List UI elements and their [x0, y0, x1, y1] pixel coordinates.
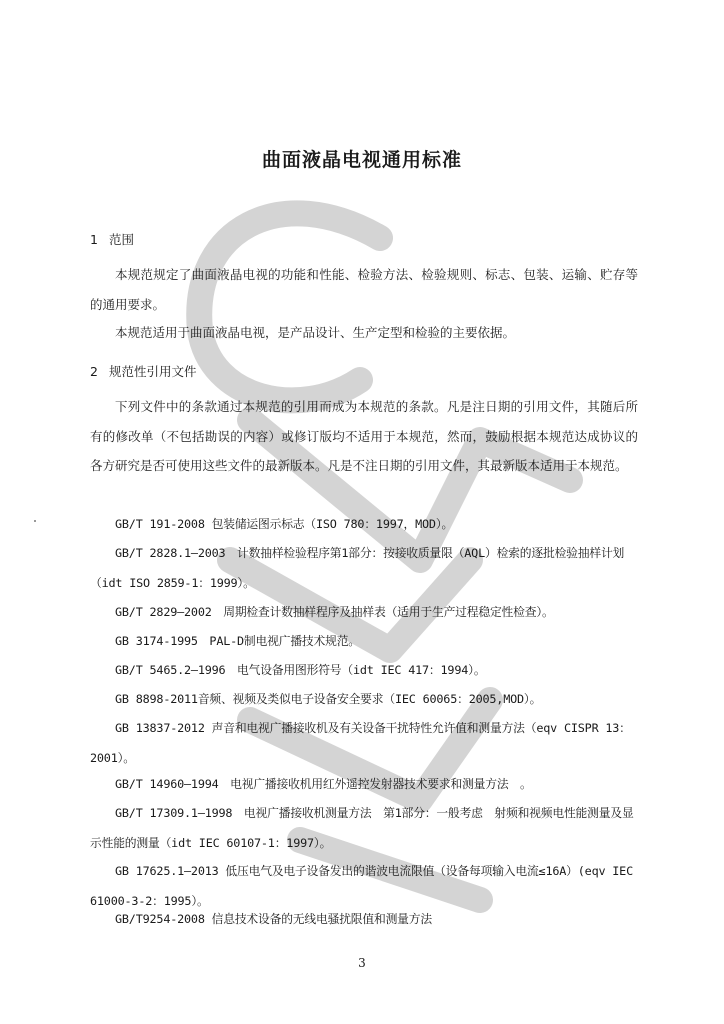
reference-item: GB 3174-1995 PAL-D制电视广播技术规范。 — [115, 634, 360, 648]
reference-item: GB 13837-2012 声音和电视广播接收机及有关设备干扰特性允许值和测量方法（eqv CISPR 13：2001）。 — [90, 721, 631, 765]
section-title: 规范性引用文件 — [109, 364, 197, 379]
reference-item: GB/T 191-2008 包装储运图示标志（ISO 780：1997，MOD）。 — [115, 517, 454, 531]
scan-speck — [34, 520, 36, 522]
reference-item: GB/T 2828.1—2003 计数抽样检验程序第1部分：按接收质量限（AQL）检索的逐批检验抽样计划（idt ISO 2859-1：1999）。 — [90, 546, 625, 590]
references-intro: 下列文件中的条款通过本规范的引用而成为本规范的条款。凡是注日期的引用文件，其随后所有的修改单（不包括勘误的内容）或修订版均不适用于本规范，然而，鼓励根据本规范达成协议的各方研究是否可使用这些文件的最新版本。凡是不注日期的引用文件，其最新版本适用于本规范。 — [90, 399, 638, 473]
section-number: 2 — [90, 364, 98, 379]
section-heading-scope — [90, 230, 134, 248]
reference-item: GB 17625.1—2013 低压电气及电子设备发出的谐波电流限值（设备每项输入电流≤16A）(eqv IEC 61000-3-2：1995）。 — [90, 864, 633, 908]
scope-paragraph-1: 本规范规定了曲面液晶电视的功能和性能、检验方法、检验规则、标志、包装、运输、贮存等的通用要求。 — [90, 267, 638, 312]
scope-paragraph-2: 本规范适用于曲面液晶电视，是产品设计、生产定型和检验的主要依据。 — [115, 325, 516, 340]
section-number: 1 — [90, 232, 98, 247]
reference-item: GB/T 14960—1994 电视广播接收机用红外遥控发射器技术要求和测量方法 。 — [115, 777, 532, 791]
reference-item: GB/T 17309.1—1998 电视广播接收机测量方法 第1部分：一般考虑 射频和视频电性能测量及显示性能的测量（idt IEC 60107-1：1997）。 — [90, 806, 634, 850]
reference-item: GB/T9254-2008 信息技术设备的无线电骚扰限值和测量方法 — [115, 912, 432, 926]
section-title: 范围 — [109, 232, 135, 247]
reference-item: GB 8898-2011音频、视频及类似电子设备安全要求（IEC 60065：2005,MOD）。 — [115, 692, 542, 706]
reference-item: GB/T 2829—2002 周期检查计数抽样程序及抽样表（适用于生产过程稳定性检查）。 — [115, 605, 554, 619]
page-number: 3 — [358, 956, 366, 970]
section-heading-references — [90, 362, 197, 380]
reference-item: GB/T 5465.2—1996 电气设备用图形符号（idt IEC 417：1994）。 — [115, 663, 486, 677]
document-title: 曲面液晶电视通用标准 — [261, 149, 462, 171]
